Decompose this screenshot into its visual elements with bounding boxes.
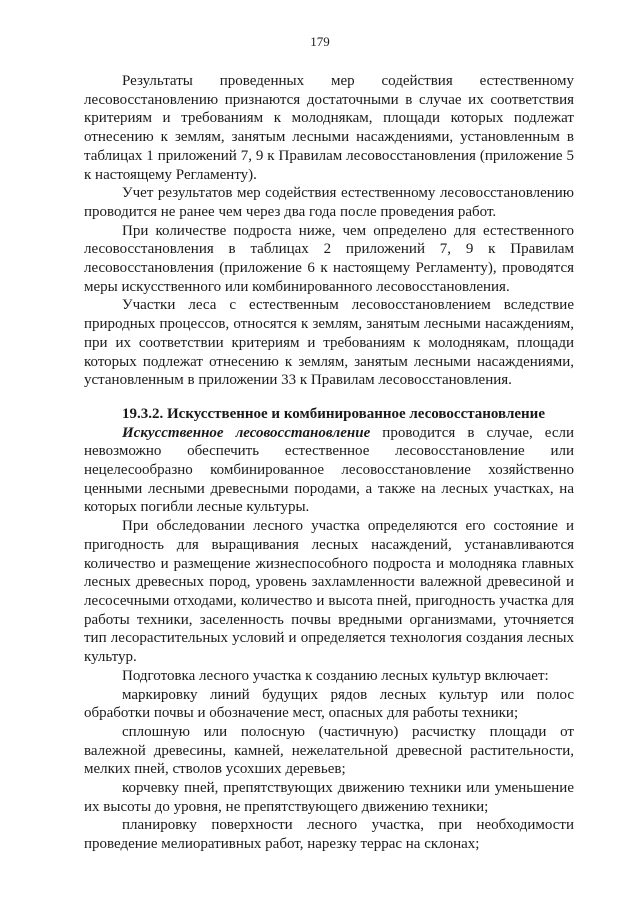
defined-term: Искусственное лесовосстановление [122, 424, 371, 441]
paragraph-results-sufficient: Результаты проведенных мер содействия естественному лесовосстановлению признаются достаточными в случае их соответствия критериям и требованиям к молоднякам, площади которых подлежат отнесению к землям, занятым лесными насаждениями, установленным в таблицах 1 приложений 7, 9 к Правилам лесовосстановления (приложение 5 к настоящему Регламенту). [84, 73, 574, 183]
list-item-clearing: сплошную или полосную (частичную) расчистку площади от валежной древесины, камней, нежелательной древесной растительности, мелких пней, стволов усохших деревьев; [84, 723, 574, 778]
list-item-surface-planning: планировку поверхности лесного участка, при необходимости проведение мелиоративных работ, нарезку террас на склонах; [84, 817, 574, 853]
section-spacer [84, 390, 574, 405]
paragraph-results-accounting: Учет результатов мер содействия естественному лесовосстановлению проводится не ранее чем через два года после проведения работ. [84, 185, 574, 220]
paragraph-insufficient-undergrowth: При количестве подроста ниже, чем определено для естественного лесовосстановления в таблицах 2 приложений 7, 9 к Правилам лесовосстановления (приложение 6 к настоящему Регламенту), проводятся меры искусственного или комбинированного лесовосстановления. [84, 222, 574, 295]
list-item-marking: маркировку линий будущих рядов лесных культур или полос обработки почвы и обозначение мест, опасных для работы техники; [84, 686, 574, 722]
paragraph-natural-regeneration-areas: Участки леса с естественным лесовосстановлением вследствие природных процессов, относятся к землям, занятым лесными насаждениям, при их соответствии критериям и требованиям к молоднякам, площади которых подлежат отнесению к землям, занятым лесными насаждениями, установленным в приложении 33 к Правилам лесовосстановления. [84, 297, 574, 389]
paragraph-site-survey: При обследовании лесного участка определяются его состояние и пригодность для выращивания лесных насаждений, устанавливаются количество и размещение жизнеспособного подроста и молодняка главных лесных древесных пород, уровень захламленности валежной древесиной и лесосечными отходами, количество и высота пней, пригодность участка для работы техники, заселенность почвы вредными организмами, уточняется тип лесорастительных условий и определяется технология создания лесных культур. [84, 518, 574, 666]
paragraph-preparation-intro: Подготовка лесного участка к созданию лесных культур включает: [122, 667, 549, 684]
definition-text: проводится в случае, если невозможно обеспечить естественное лесовосстановление или нецелесообразно комбинированное лесовосстановление хозяйственно ценными лесными древесными породами, а также на лесных участках, на которых погибли лесные культуры. [84, 424, 574, 516]
list-item-stump-removal: корчевку пней, препятствующих движению техники или уменьшение их высоты до уровня, не препятствующего движению техники; [84, 780, 574, 815]
paragraph-definition [84, 424, 574, 518]
document-body [84, 72, 574, 854]
page-number: 179 [310, 34, 330, 49]
section-heading: 19.3.2. Искусственное и комбинированное лесовосстановление [122, 405, 545, 422]
